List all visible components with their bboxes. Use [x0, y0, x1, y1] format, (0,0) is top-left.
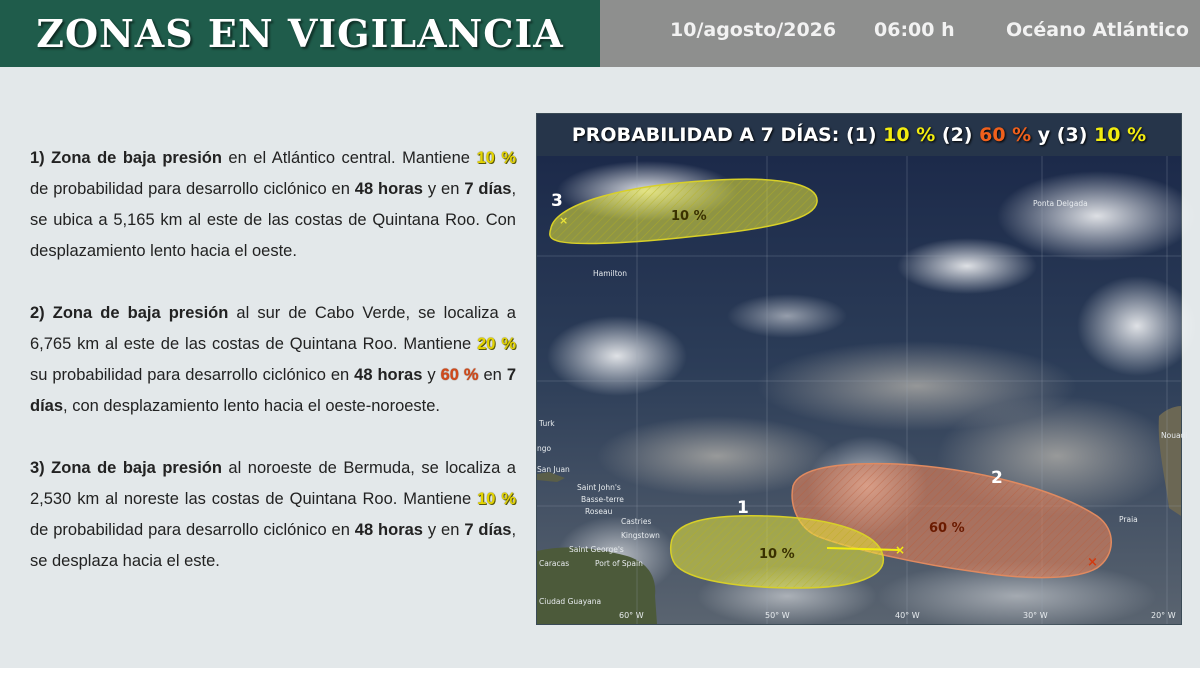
zone-2-prob: 60 % [929, 521, 965, 536]
system-3-48h: 48 horas [354, 521, 423, 539]
system-3-7d: 7 días [464, 521, 512, 539]
zone-2-label: 2 [991, 468, 1003, 488]
system-3-number: 3) [30, 459, 45, 477]
system-3-prob-48h: 10 % [477, 490, 516, 508]
system-1-paragraph [30, 143, 516, 267]
system-3-paragraph [30, 453, 516, 577]
system-3-name: Zona de baja presión [51, 459, 222, 477]
system-3-text: al noroeste de Bermuda, se localiza a 2,530 km al noreste las costas de Quintana Roo. Mantiene [30, 459, 516, 508]
lon-20w: 20° W [1151, 611, 1176, 620]
region-label: Océano Atlántico [1006, 19, 1189, 41]
system-2-prob-7d: 60 % [440, 366, 479, 384]
system-2-text: en [478, 366, 507, 384]
title-box [0, 0, 600, 67]
system-2-text: y [422, 366, 441, 384]
satellite-map [536, 113, 1188, 625]
footer-strip [0, 668, 1200, 675]
zone-3-prob: 10 % [671, 209, 707, 224]
system-2-text: , con desplazamiento lento hacia el oeste-noroeste. [63, 397, 441, 415]
header-bar [0, 0, 1200, 67]
zone-1-prob: 10 % [759, 547, 795, 562]
system-1-text: , se ubica a 5,165 km al este de las costas de Quintana Roo. Con desplazamiento lento hacia el oeste. [30, 180, 517, 260]
zone-3-marker: × [559, 214, 569, 227]
zone-1-label: 1 [737, 498, 749, 518]
place-basse-terre: Basse-terre [581, 495, 624, 504]
system-1-text: y en [423, 180, 465, 198]
place-santo-domingo: ngo [537, 444, 552, 453]
system-1-text: de probabilidad para desarrollo ciclónico en [30, 180, 355, 198]
system-3-text: y en [423, 521, 465, 539]
place-nouadhibou: Nouadi [1161, 431, 1188, 440]
system-2-name: Zona de baja presión [52, 304, 229, 322]
system-2-text: su probabilidad para desarrollo ciclónico en [30, 366, 355, 384]
map-title-sep: (2) [935, 124, 980, 146]
system-1-text: en el Atlántico central. Mantiene [221, 149, 477, 167]
system-2-7d: 7 días [30, 366, 516, 415]
place-saint-johns: Saint John's [577, 483, 621, 492]
place-hamilton: Hamilton [593, 269, 627, 278]
lon-60w: 60° W [619, 611, 644, 620]
zone-1-marker: × [895, 543, 906, 557]
map-canvas [537, 156, 1188, 624]
system-1-name: Zona de baja presión [51, 149, 222, 167]
place-praia: Praia [1119, 515, 1138, 524]
lon-30w: 30° W [1023, 611, 1048, 620]
place-roseau: Roseau [585, 507, 613, 516]
zone-3-label: 3 [551, 191, 563, 211]
map-title-sep: y (3) [1031, 124, 1095, 146]
place-kingstown: Kingstown [621, 531, 660, 540]
systems-text [30, 143, 516, 577]
zone-2-marker: × [1087, 555, 1098, 570]
lon-50w: 50° W [765, 611, 790, 620]
system-3-text: , se desplaza hacia el este. [30, 521, 517, 570]
place-caracas: Caracas [539, 559, 570, 568]
map-title-prob-2: 60 % [979, 124, 1032, 146]
place-castries: Castries [621, 517, 652, 526]
map-title-bar [537, 114, 1181, 156]
time-label: 06:00 h [874, 19, 955, 41]
system-2-prob-48h: 20 % [477, 335, 516, 353]
map-title-prefix: PROBABILIDAD A 7 DÍAS: (1) [571, 124, 884, 146]
system-1-48h: 48 horas [354, 180, 423, 198]
system-3-text: de probabilidad para desarrollo ciclónico en [30, 521, 355, 539]
place-turk: Turk [539, 419, 555, 428]
map-title-prob-3: 10 % [1094, 124, 1147, 146]
system-2-paragraph [30, 298, 516, 422]
map-title-prob-1: 10 % [883, 124, 936, 146]
date-label: 10/agosto/2026 [670, 19, 837, 41]
place-san-juan: San Juan [537, 465, 570, 474]
system-1-7d: 7 días [464, 180, 512, 198]
page-title: ZONAS EN VIGILANCIA [36, 11, 564, 56]
map-title [572, 124, 1146, 146]
system-2-number: 2) [30, 304, 45, 322]
system-2-48h: 48 horas [354, 366, 423, 384]
place-saint-georges: Saint George's [569, 545, 624, 554]
lon-40w: 40° W [895, 611, 920, 620]
system-1-number: 1) [30, 149, 45, 167]
place-ponta-delgada: Ponta Delgada [1033, 199, 1088, 208]
system-1-prob-48h: 10 % [476, 149, 516, 167]
system-2-text: al sur de Cabo Verde, se localiza a 6,765 km al este de las costas de Quintana Roo. Mantiene [30, 304, 516, 353]
place-port-of-spain: Port of Spain [595, 559, 643, 568]
place-ciudad-guayana: Ciudad Guayana [539, 597, 602, 606]
